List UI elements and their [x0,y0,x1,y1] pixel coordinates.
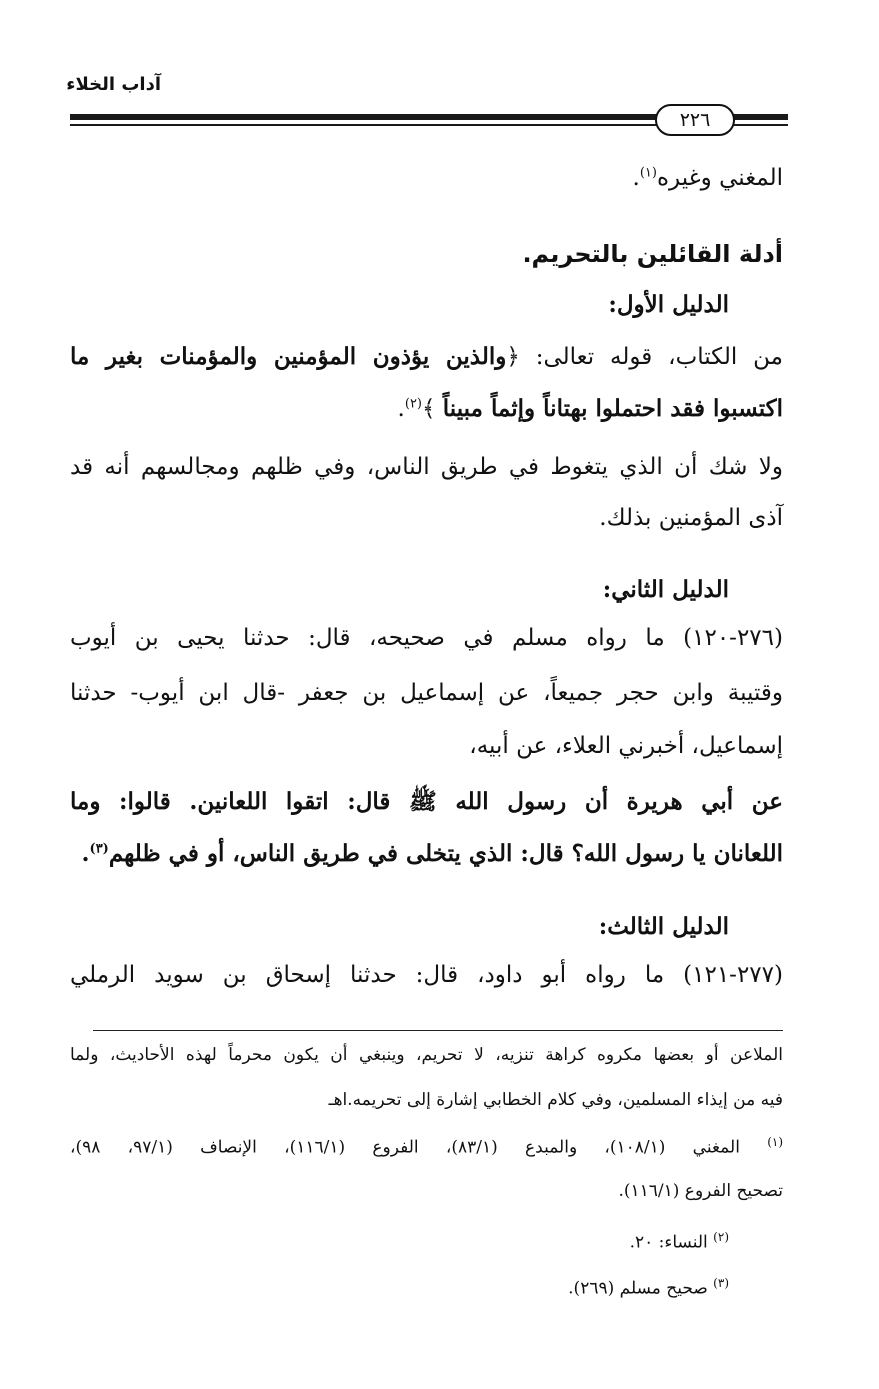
quran-verse: اكتسبوا فقد احتملوا بهتاناً وإثماً مبيناً [442,395,783,422]
footnote-3 [568,1276,729,1299]
punctuation: . [397,396,405,422]
section-heading: أدلة القائلين بالتحريم. [522,240,783,268]
footnote-2 [630,1230,729,1253]
footnote-ref: (٣) [89,841,109,857]
quran-bracket: ﴾ [422,396,436,422]
footnote-1-continued: تصحيح الفروع (١١٦/١). [618,1181,783,1201]
footnote-text: صحيح مسلم (٢٦٩). [568,1278,708,1299]
page-number: ٢٢٦ [655,104,735,136]
hadith-text: اللعانان يا رسول الله؟ قال: الذي يتخلى في طريق الناس، أو في ظلهم [108,840,783,867]
footnote-1 [70,1135,783,1158]
evidence-1-title: الدليل الأول: [608,291,729,318]
running-title: آداب الخلاء [66,74,161,95]
body-line-9: (٢٧٦-١٢٠) ما رواه مسلم في صحيحه، قال: حدثنا يحيى بن أيوب [70,625,783,651]
body-line-5 [398,395,783,422]
footnote-ref: (٢) [404,396,422,412]
punctuation: . [81,840,90,867]
body-line-4 [70,343,783,370]
body-line-1 [633,165,783,191]
body-line-10: وقتيبة وابن حجر جميعاً، عن إسماعيل بن جعفر -قال ابن أيوب- حدثنا [70,680,783,706]
punctuation: . [632,165,640,191]
quran-verse: والذين يؤذون المؤمنين والمؤمنات بغير ما [70,343,507,370]
evidence-2-title: الدليل الثاني: [602,576,729,603]
footnote-separator [93,1030,783,1031]
hadith-line-2 [82,840,783,867]
footnote-text: النساء: ٢٠. [629,1232,708,1253]
footnote-text: المغني (١٠٨/١)، والمبدع (٨٣/١)، الفروع (١١٦/١)، الإنصاف (٩٧/١، ٩٨)، [70,1137,740,1158]
body-text: المغني وغيره [656,165,783,191]
footnote-ref: (١) [639,165,657,181]
hadith-line-1: عن أبي هريرة أن رسول الله ﷺ قال: اتقوا اللعانين. قالوا: وما [70,788,783,815]
footnote-marker: (١) [767,1135,784,1149]
body-line-6: ولا شك أن الذي يتغوط في طريق الناس، وفي ظلهم ومجالسهم أنه قد [70,454,783,480]
footnote-marker: (٢) [713,1230,729,1244]
evidence-3-title: الدليل الثالث: [598,913,729,940]
body-line-15: (٢٧٧-١٢١) ما رواه أبو داود، قال: حدثنا إسحاق بن سويد الرملي [70,962,783,988]
footnote-marker: (٣) [713,1276,729,1290]
footnote-continued-1: الملاعن أو بعضها مكروه كراهة تنزيه، لا تحريم، وينبغي أن يكون محرماً لهذه الأحاديث، ولما [70,1045,783,1065]
body-text: من الكتاب، قوله تعالى: ﴿ [506,344,783,370]
body-line-11: إسماعيل، أخبرني العلاء، عن أبيه، [469,733,783,759]
body-line-7: آذى المؤمنين بذلك. [599,505,783,531]
footnote-continued-2: فيه من إيذاء المسلمين، وفي كلام الخطابي إشارة إلى تحريمه.اهـ [328,1090,783,1110]
